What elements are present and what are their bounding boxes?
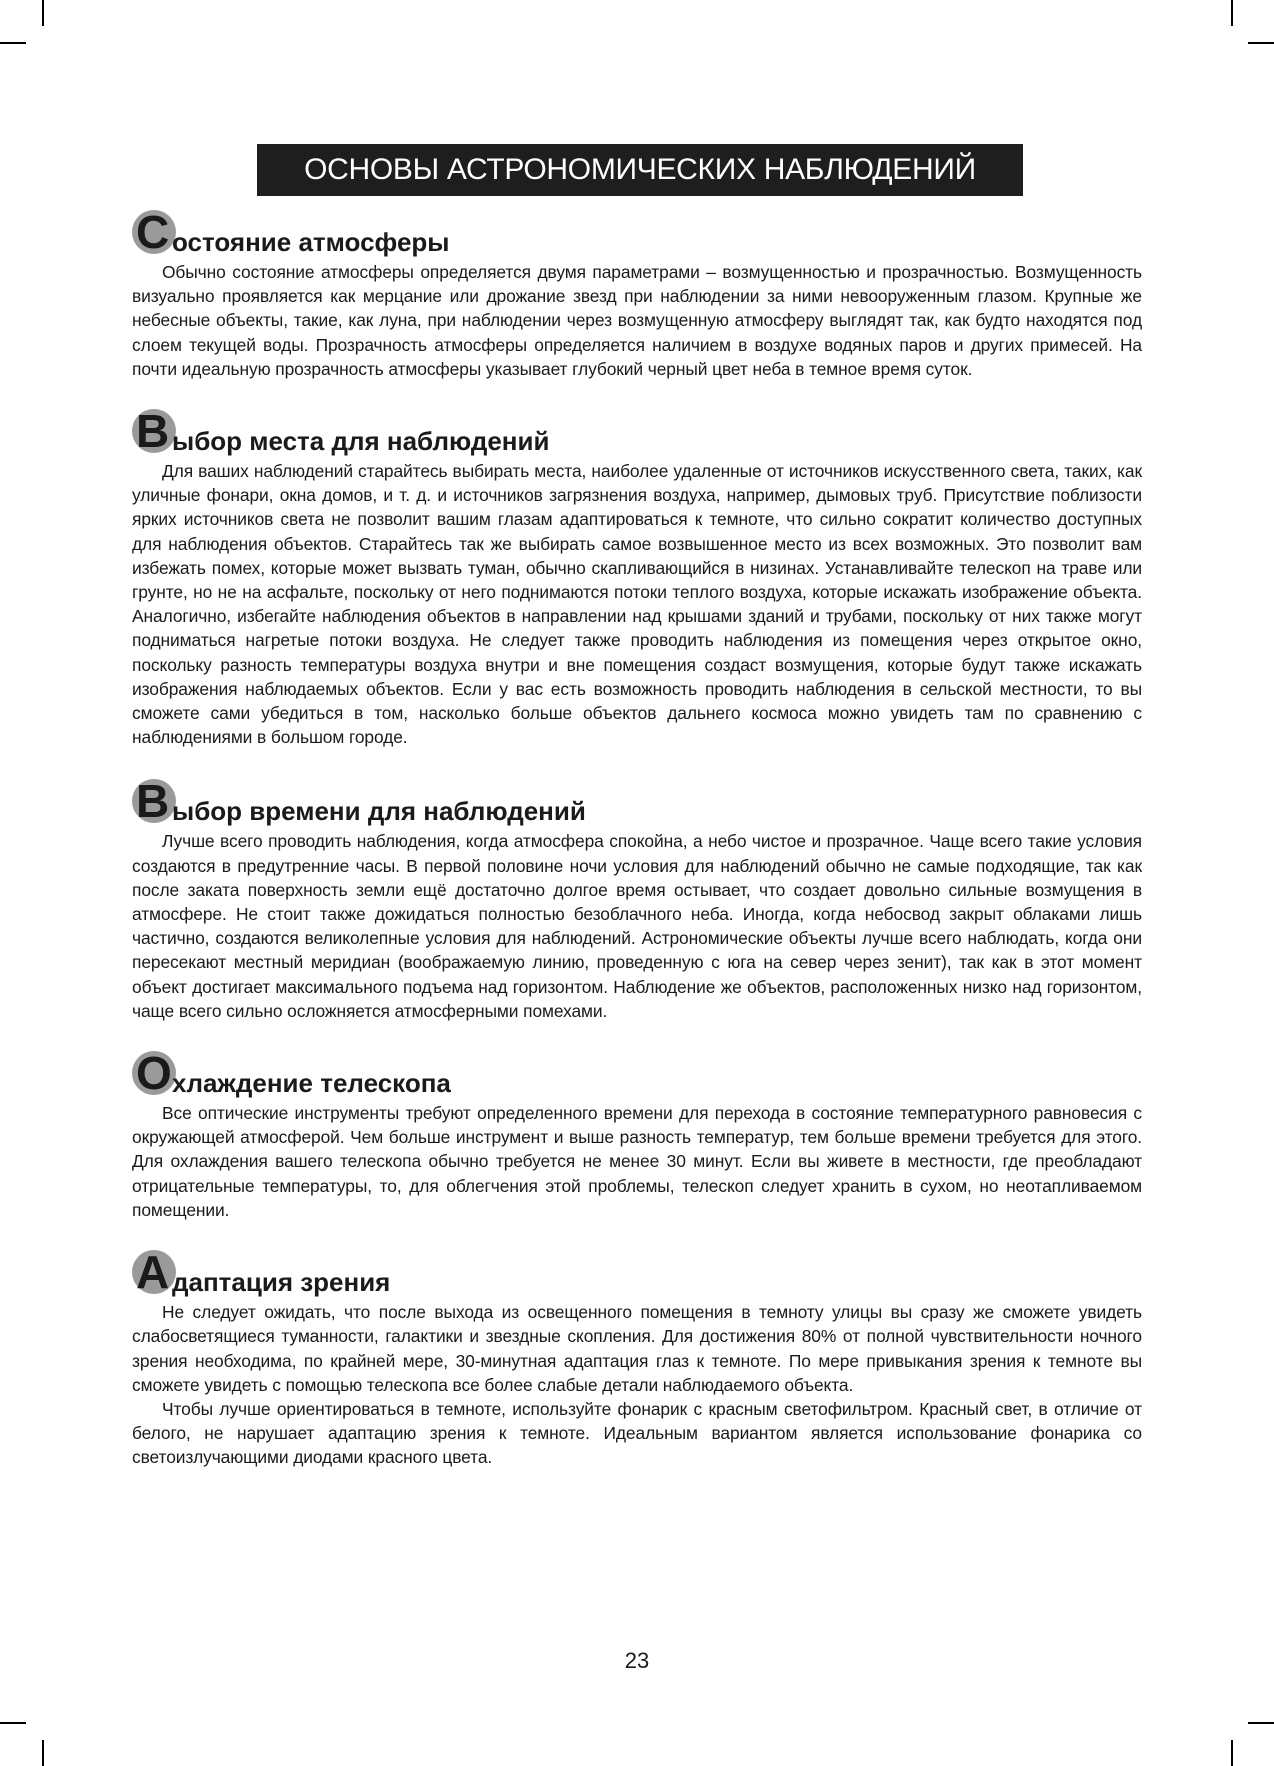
section-heading-text: ыбор времени для наблюдений	[172, 796, 586, 827]
section-atmosphere	[132, 208, 1142, 381]
paragraph: Для ваших наблюдений старайтесь выбирать места, наиболее удаленные от источников искусственного света, таких, как уличные фонари, окна домов, и т. д. и источников загрязнения воздуха, например, дымовых труб. Присутствие поблизости ярких источников света не позволит вашим глазам адаптироваться к темноте, что сильно сократит количество доступных для наблюдения объектов. Старайтесь так же выбирать самое возвышенное место из всех возможных. Это позволит вам избежать помех, которые может вызвать туман, обычно скапливающийся в низинах. Устанавливайте телескоп на траве или грунте, но не на асфальте, поскольку от него поднимаются потоки теплого воздуха, которые искажать изображение объекта. Аналогично, избегайте наблюдения объектов в направлении над крышами зданий и трубами, поскольку от них также могут подниматься нагретые потоки воздуха. Не следует также проводить наблюдения из помещения через открытое окно, поскольку разность температуры воздуха внутри и вне помещения создаст возмущения, которые будут также искажать изображения наблюдаемых объектов. Если у вас есть возможность проводить наблюдения в сельской местности, то вы сможете сами убедиться в том, насколько больше объектов дальнего космоса можно увидеть там по сравнению с наблюдениями в большом городе.	[132, 461, 1142, 748]
section-heading	[132, 1248, 1142, 1298]
crop-mark	[1231, 1740, 1233, 1766]
drop-cap-letter: С	[136, 206, 170, 258]
paragraph: Чтобы лучше ориентироваться в темноте, используйте фонарик с красным светофильтром. Красный свет, в отличие от белого, не нарушает адаптацию зрения к темноте. Идеальным вариантом является использование фонарика со светоизлучающими диодами красного цвета.	[132, 1398, 1142, 1468]
article-body	[132, 208, 1142, 1496]
section-heading-text: остояние атмосферы	[172, 227, 450, 257]
section-time	[132, 777, 1142, 1023]
section-heading	[132, 407, 1142, 457]
paragraph: Обычно состояние атмосферы определяется двумя параметрами – возмущенностью и прозрачностью. Возмущенность визуально проявляется как мерцание или дрожание звезд при наблюдении за ними невооруженным глазом. Крупные же небесные объекты, такие, как луна, при наблюдении через возмущенную атмосферу выглядят так, как будто находятся под слоем текущей воды. Прозрачность атмосферы определяется наличием в воздухе водяных паров и других примесей. На почти идеальную прозрачность атмосферы указывает глубокий черный цвет неба в темное время суток.	[132, 262, 1142, 379]
crop-mark	[42, 0, 44, 26]
page-title: ОСНОВЫ АСТРОНОМИЧЕСКИХ НАБЛЮДЕНИЙ	[257, 144, 1023, 196]
drop-cap-letter: В	[136, 405, 170, 458]
crop-mark	[1248, 42, 1274, 44]
drop-cap-letter: В	[136, 775, 170, 828]
drop-cap-letter: О	[136, 1047, 172, 1100]
paragraph: Лучше всего проводить наблюдения, когда атмосфера спокойна, а небо чистое и прозрачное. Чаще всего такие условия создаются в предутренние часы. В первой половине ночи условия для наблюдений обычно не самые подходящие, так как после заката поверхность земли ещё достаточно долгое время остывает, что создает довольно сильные возмущения в атмосфере. Не стоит также дожидаться полностью безоблачного неба. Иногда, когда небосвод закрыт облаками лишь частично, создаются великолепные условия для наблюдений. Астрономические объекты лучше всего наблюдать, когда они пересекают местный меридиан (воображаемую линию, проведенную с юга на север через зенит), так как в этот момент объект достигает максимального подъема над горизонтом. Наблюдение же объектов, расположенных низко над горизонтом, чаще всего сильно осложняется атмосферными помехами.	[132, 831, 1142, 1021]
section-adaptation	[132, 1248, 1142, 1469]
page-number: 23	[624, 1648, 650, 1673]
crop-mark	[1248, 1722, 1274, 1724]
crop-mark	[0, 42, 26, 44]
crop-mark	[0, 1722, 26, 1724]
section-heading	[132, 1049, 1142, 1099]
section-location	[132, 407, 1142, 749]
crop-mark	[1231, 0, 1233, 26]
crop-mark	[42, 1740, 44, 1766]
section-heading-text: хлаждение телескопа	[172, 1068, 451, 1099]
section-heading-text: ыбор места для наблюдений	[172, 426, 550, 457]
drop-cap-letter: А	[136, 1246, 170, 1299]
paragraph: Не следует ожидать, что после выхода из освещенного помещения в темноту улицы вы сразу же сможете увидеть слабосветящиеся туманности, галактики и звездные скопления. Для достижения 80% от полной чувствительности ночного зрения необходима, по крайней мере, 30-минутная адаптация глаз к темноте. По мере привыкания зрения к темноте вы сможете увидеть с помощью телескопа все более слабые детали наблюдаемого объекта.	[132, 1302, 1142, 1395]
section-cooling	[132, 1049, 1142, 1222]
section-heading	[132, 208, 1142, 258]
section-heading	[132, 777, 1142, 827]
section-heading-text: даптация зрения	[172, 1267, 391, 1298]
paragraph: Все оптические инструменты требуют определенного времени для перехода в состояние температурного равновесия с окружающей атмосферой. Чем больше инструмент и выше разность температур, тем больше времени требуется для этого. Для охлаждения вашего телескопа обычно требуется не менее 30 минут. Если вы живете в местности, где преобладают отрицательные температуры, то, для облегчения этой проблемы, телескоп следует хранить в сухом, но неотапливаемом помещении.	[132, 1103, 1142, 1220]
